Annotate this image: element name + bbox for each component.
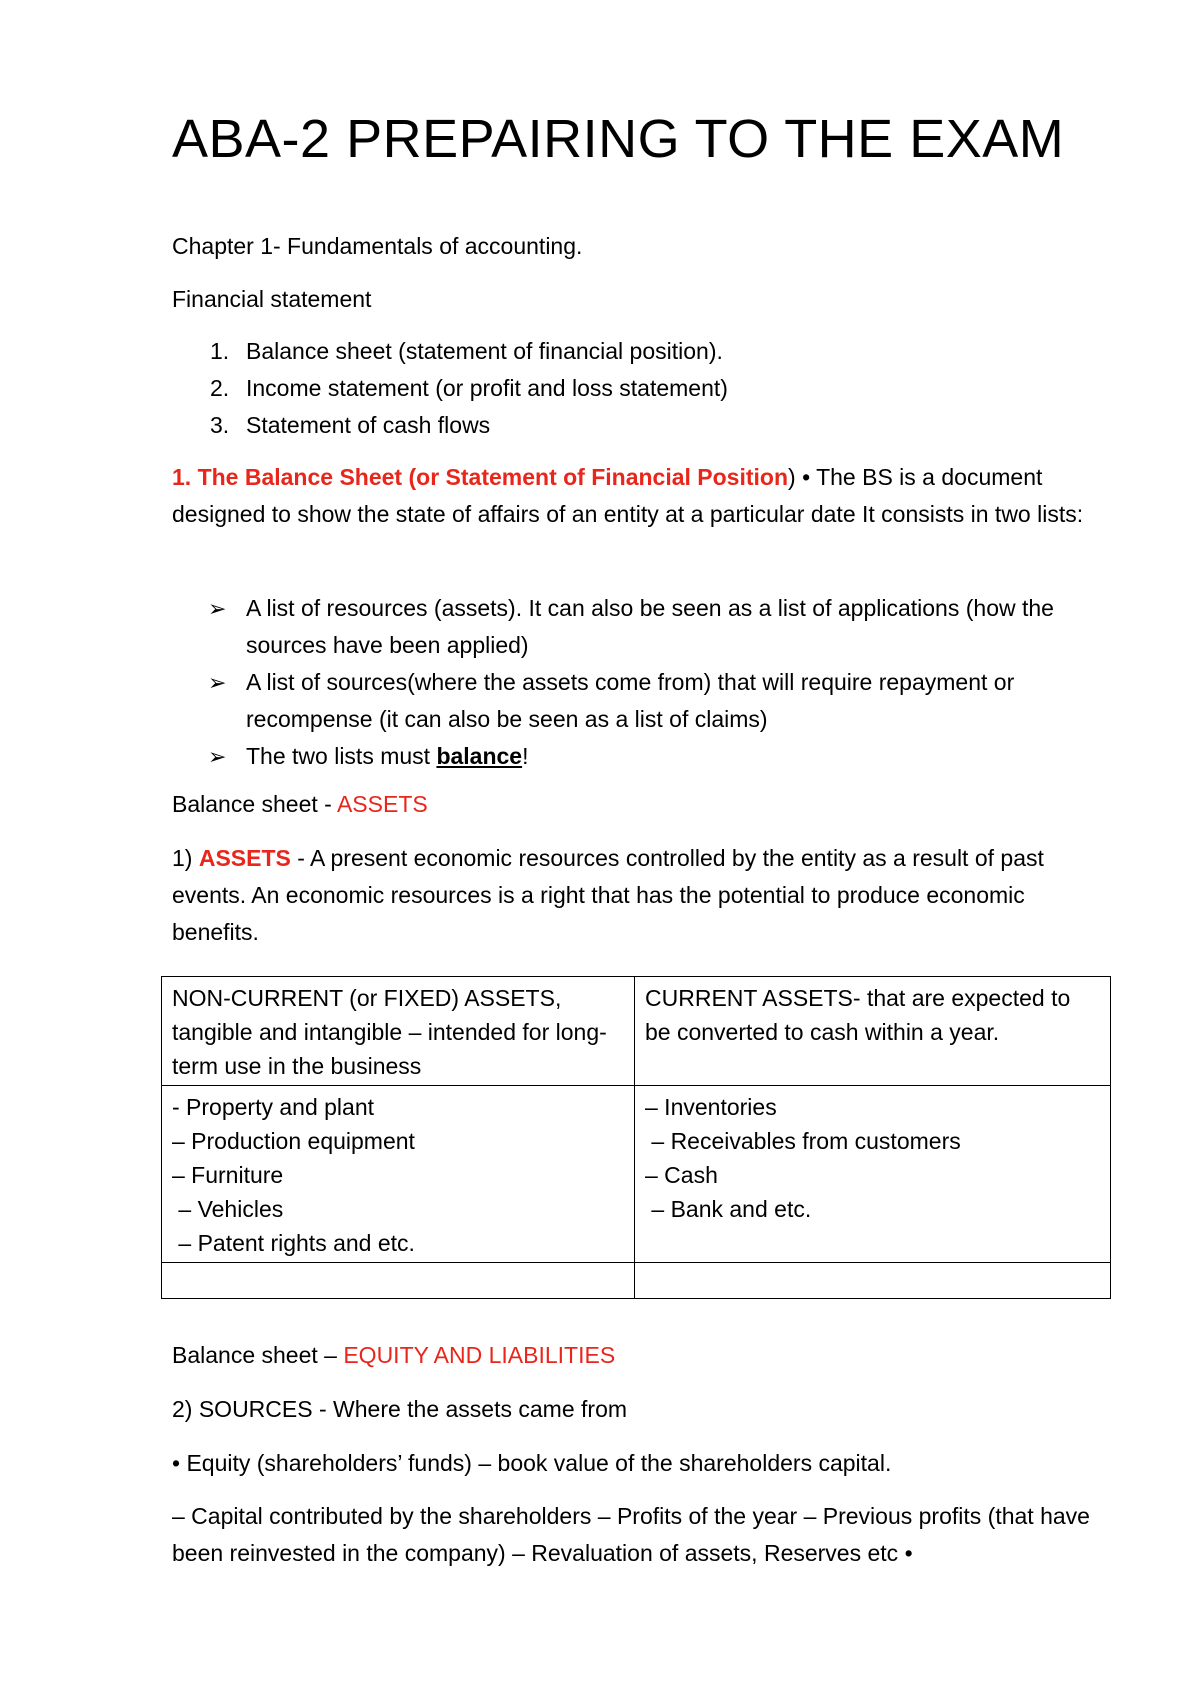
- document-title: ABA-2 PREPAIRING TO THE EXAM: [172, 109, 1065, 169]
- list-number: 2.: [210, 375, 230, 401]
- arrow-bullet-icon: ➢: [208, 744, 227, 769]
- table-header-noncurrent: NON-CURRENT (or FIXED) ASSETS, tangible and intangible – intended for long-term use in the business: [162, 977, 635, 1086]
- table-row: [162, 1086, 1111, 1263]
- equity-heading-red: EQUITY AND LIABILITIES: [343, 1342, 616, 1368]
- assets-def-text: - A present economic resources controlled by the entity as a result of past events. An economic resources is a right that has the potential to produce economic benefits.: [172, 845, 1044, 945]
- two-lists: [172, 590, 1112, 775]
- table-cell-item: – Furniture: [172, 1162, 284, 1188]
- noncurrent-items: [162, 1086, 635, 1263]
- table-header-current: CURRENT ASSETS- that are expected to be converted to cash within a year.: [635, 977, 1111, 1086]
- arrow-bullet-icon: ➢: [208, 670, 227, 695]
- current-items: [635, 1086, 1111, 1263]
- statement-item: [172, 407, 1112, 444]
- table-cell-item: – Inventories: [645, 1094, 777, 1120]
- assets-table: [161, 976, 1111, 1299]
- arrow-bullet-icon: ➢: [208, 596, 227, 621]
- table-cell-item: – Bank and etc.: [645, 1196, 812, 1222]
- table-cell-item: – Patent rights and etc.: [172, 1230, 415, 1256]
- empty-cell: [162, 1263, 635, 1299]
- sources-line: 2) SOURCES - Where the assets came from: [172, 1396, 628, 1422]
- balance-sheet-description: ) • The BS is a document designed to show the state of affairs of an entity at a particular date It consists in two lists:: [172, 464, 1084, 527]
- list-number: 1.: [210, 338, 230, 364]
- table-row: [162, 977, 1111, 1086]
- list-item-text: A list of sources(where the assets come from) that will require repayment or recompense (it can also be seen as a list of claims): [246, 669, 1015, 732]
- table-cell-item: - Property and plant: [172, 1094, 375, 1120]
- emphasis-balance: balance: [436, 743, 523, 769]
- assets-def-prefix: 1): [172, 845, 199, 871]
- assets-heading-red: ASSETS: [336, 791, 428, 817]
- capital-text: – Capital contributed by the shareholders – Profits of the year – Previous profits (that have been reinvested in the company) – Revaluation of assets, Reserves etc •: [172, 1503, 1090, 1566]
- equity-heading: [172, 1337, 1112, 1374]
- statement-list: [172, 333, 1112, 444]
- assets-heading-prefix: Balance sheet -: [172, 791, 337, 817]
- financial-statement-heading: Financial statement: [172, 286, 372, 312]
- assets-def-term: ASSETS: [198, 845, 291, 871]
- list-item: [172, 664, 1112, 738]
- list-item: [172, 590, 1112, 664]
- chapter-heading: Chapter 1- Fundamentals of accounting.: [172, 233, 583, 259]
- equity-bullet: • Equity (shareholders’ funds) – book value of the shareholders capital.: [172, 1450, 892, 1476]
- statement-text: Income statement (or profit and loss statement): [246, 375, 728, 401]
- list-item-text: The two lists must: [246, 743, 437, 769]
- statement-item: [172, 333, 1112, 370]
- assets-definition: [172, 840, 1112, 951]
- list-item: [172, 738, 1112, 775]
- statement-text: Balance sheet (statement of financial position).: [246, 338, 723, 364]
- balance-sheet-intro: [172, 459, 1112, 533]
- empty-cell: [635, 1263, 1111, 1299]
- balance-sheet-heading: 1. The Balance Sheet (or Statement of Financial Position: [172, 464, 789, 490]
- table-row: [162, 1263, 1111, 1299]
- list-item-text: A list of resources (assets). It can also be seen as a list of applications (how the sources have been applied): [246, 595, 1054, 658]
- equity-heading-prefix: Balance sheet –: [172, 1342, 344, 1368]
- table-cell-item: – Cash: [645, 1162, 718, 1188]
- statement-item: [172, 370, 1112, 407]
- table-cell-item: – Receivables from customers: [645, 1128, 961, 1154]
- statement-text: Statement of cash flows: [246, 412, 491, 438]
- assets-heading: [172, 786, 1112, 823]
- table-cell-item: – Vehicles: [172, 1196, 284, 1222]
- list-number: 3.: [210, 412, 230, 438]
- list-item-text-end: !: [522, 743, 529, 769]
- table-cell-item: – Production equipment: [172, 1128, 415, 1154]
